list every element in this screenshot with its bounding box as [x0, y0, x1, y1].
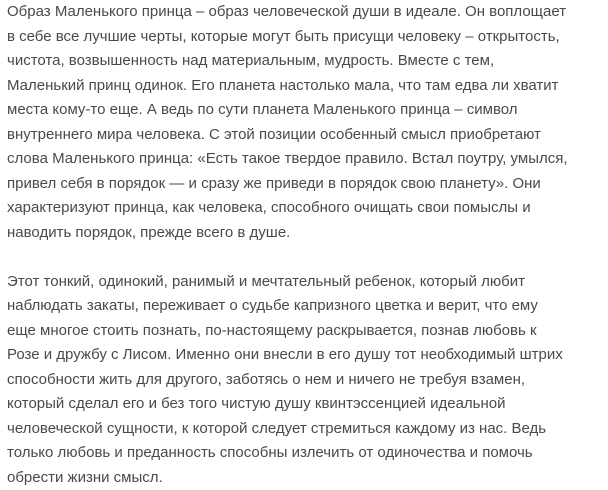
- text-line: обрести жизни смысл.: [7, 466, 607, 490]
- text-line: чистота, возвышенность над материальным, мудрость. Вместе с тем,: [7, 49, 607, 74]
- article-body: [7, 0, 607, 490]
- text-line: внутреннего мира человека. С этой позиции особенный смысл приобретают: [7, 123, 607, 148]
- text-line: привел себя в порядок — и сразу же приведи в порядок свою планету». Они: [7, 172, 607, 197]
- paragraph-1: [7, 0, 607, 245]
- text-line: места кому-то еще. А ведь по сути планета Маленького принца – символ: [7, 98, 607, 123]
- text-line: еще многое стоить познать, по-настоящему раскрывается, познав любовь к: [7, 319, 607, 344]
- text-line: человеческой сущности, к которой следует стремиться каждому из нас. Ведь: [7, 417, 607, 442]
- text-line: Этот тонкий, одинокий, ранимый и мечтательный ребенок, который любит: [7, 270, 607, 295]
- text-line: наблюдать закаты, переживает о судьбе капризного цветка и верит, что ему: [7, 294, 607, 319]
- text-line: Образ Маленького принца – образ человеческой души в идеале. Он воплощает: [7, 0, 607, 25]
- text-line: Маленький принц одинок. Его планета настолько мала, что там едва ли хватит: [7, 74, 607, 99]
- paragraph-spacer: [7, 245, 607, 270]
- text-line: характеризуют принца, как человека, способного очищать свои помыслы и: [7, 196, 607, 221]
- text-line: способности жить для другого, заботясь о нем и ничего не требуя взамен,: [7, 368, 607, 393]
- text-line: который сделал его и без того чистую душу квинтэссенцией идеальной: [7, 392, 607, 417]
- text-line: в себе все лучшие черты, которые могут быть присущи человеку – открытость,: [7, 25, 607, 50]
- paragraph-2: [7, 270, 607, 490]
- text-line: только любовь и преданность способны излечить от одиночества и помочь: [7, 441, 607, 466]
- text-line: наводить порядок, прежде всего в душе.: [7, 221, 607, 246]
- text-line: Розе и дружбу с Лисом. Именно они внесли в его душу тот необходимый штрих: [7, 343, 607, 368]
- text-line: слова Маленького принца: «Есть такое твердое правило. Встал поутру, умылся,: [7, 147, 607, 172]
